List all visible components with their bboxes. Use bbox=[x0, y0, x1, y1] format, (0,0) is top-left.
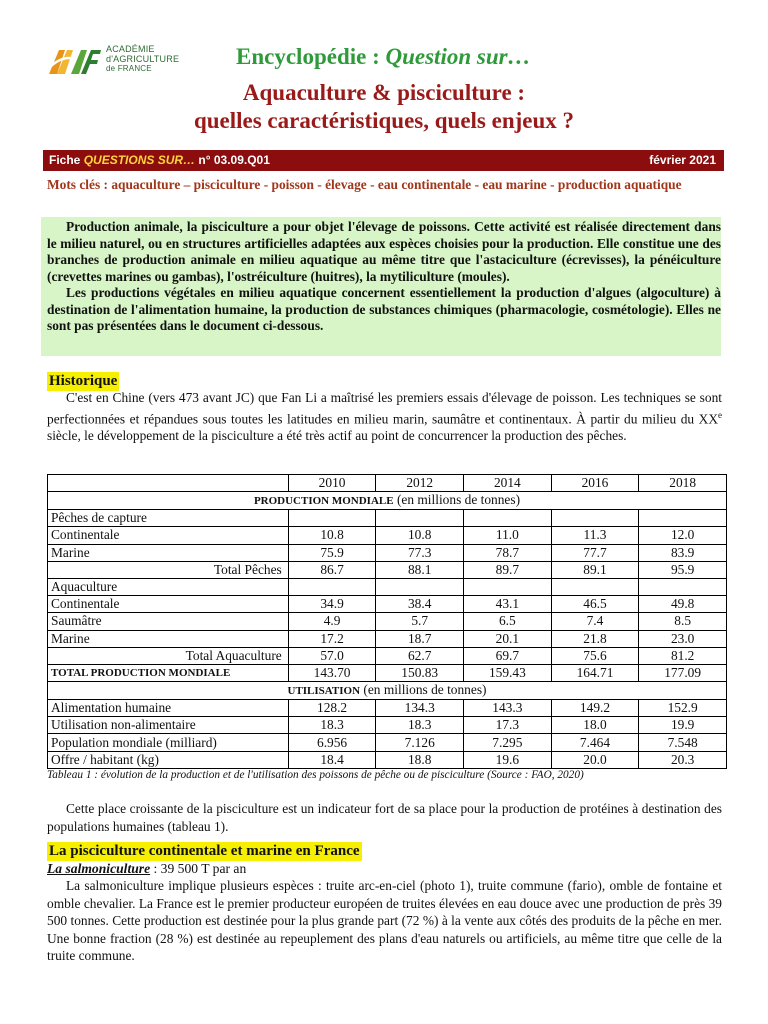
value-cell: 7.126 bbox=[376, 734, 464, 751]
intro-paragraph-1: Production animale, la pisciculture a pour objet l'élevage de poissons. Cette activité est réalisée directement dans le milieu naturel, ou en structures artificielles adaptées aux espèces choisies pour la production. Elle constitue une des branches de production animale en milieu aquatique au même titre que l'astaciculture (écrevisses), la pénéiculture (crevettes marines ou gambas), l'ostréiculture (huitres), la mytiliculture (moules). bbox=[47, 219, 721, 284]
empty-cell bbox=[288, 578, 376, 595]
fiche-date: février 2021 bbox=[649, 153, 716, 167]
value-cell: 128.2 bbox=[288, 700, 376, 717]
value-cell: 6.5 bbox=[464, 613, 552, 630]
row-label: Alimentation humaine bbox=[48, 700, 289, 717]
value-cell: 152.9 bbox=[639, 700, 727, 717]
year-header: 2018 bbox=[639, 475, 727, 492]
value-cell: 11.0 bbox=[464, 527, 552, 544]
value-cell: 7.464 bbox=[551, 734, 639, 751]
production-table bbox=[47, 474, 727, 769]
table-row bbox=[48, 544, 727, 561]
total-production-label: TOTAL PRODUCTION MONDIALE bbox=[48, 664, 289, 681]
encyclopedie-title-italic: Question sur… bbox=[385, 44, 531, 69]
row-label: Utilisation non-alimentaire bbox=[48, 717, 289, 734]
value-cell: 19.9 bbox=[639, 717, 727, 734]
historique-text-b: siècle, le développement de la pisciculture a été très actif au point de concurrencer la production des pêches. bbox=[47, 428, 627, 444]
aqua-group-label: Aquaculture bbox=[48, 578, 289, 595]
value-cell: 21.8 bbox=[551, 630, 639, 647]
production-section-row bbox=[48, 492, 727, 510]
salmoniculture-paragraph: La salmoniculture implique plusieurs espèces : truite arc-en-ciel (photo 1), truite commune (fario), omble de fontaine et omble chevalier. La France est le premier producteur européen de truites élevées en eau douce avec une production de près 39 500 tonnes. Cette production est destinée pour la plus grande part (72 %) à la vente aux côtés des produits de la pêche en mer. Une bonne fraction (28 %) est destinée au repeuplement des plans d'eau naturels ou artificiels, au même titre que celle de la truite commune. bbox=[47, 878, 722, 963]
row-label: Marine bbox=[48, 544, 289, 561]
row-label: Continentale bbox=[48, 596, 289, 613]
intro-paragraph-2: Les productions végétales en milieu aquatique concernent essentiellement la production d'algues (algoculture) à destination de l'alimentation humaine, la production de substances chimiques (pharmacologie, cosmétologie). Elles ne sont pas présentées dans le document ci-dessous. bbox=[47, 285, 721, 333]
table-row bbox=[48, 527, 727, 544]
value-cell: 20.0 bbox=[551, 751, 639, 768]
fiche-bar bbox=[43, 150, 724, 171]
logo-line-3: de FRANCE bbox=[106, 64, 152, 73]
historique-heading: Historique bbox=[49, 373, 118, 389]
logo-line-1: ACADÉMIE bbox=[106, 44, 155, 54]
value-cell: 86.7 bbox=[288, 561, 376, 578]
row-label: Total Aquaculture bbox=[48, 647, 289, 664]
row-label: Marine bbox=[48, 630, 289, 647]
value-cell: 18.0 bbox=[551, 717, 639, 734]
value-cell: 34.9 bbox=[288, 596, 376, 613]
row-label: Total Pêches bbox=[48, 561, 289, 578]
table-row bbox=[48, 751, 727, 768]
historique-text-a: C'est en Chine (vers 473 avant JC) que Fan Li a maîtrisé les premiers essais d'élevage de poisson. Les techniques se sont perfectionnées et répandues sous toutes les latitudes en milieu marin, saumâtre et continentaux. À partir du milieu du XX bbox=[47, 390, 722, 426]
value-cell: 62.7 bbox=[376, 647, 464, 664]
value-cell: 77.7 bbox=[551, 544, 639, 561]
value-cell: 20.1 bbox=[464, 630, 552, 647]
value-cell: 69.7 bbox=[464, 647, 552, 664]
production-section-header bbox=[48, 492, 727, 510]
value-cell: 38.4 bbox=[376, 596, 464, 613]
empty-cell bbox=[639, 510, 727, 527]
utilisation-section-row bbox=[48, 682, 727, 700]
fiche-series: QUESTIONS SUR… bbox=[83, 153, 196, 167]
value-cell: 78.7 bbox=[464, 544, 552, 561]
value-cell: 95.9 bbox=[639, 561, 727, 578]
table-row bbox=[48, 647, 727, 664]
production-header-rest: (en millions de tonnes) bbox=[393, 492, 521, 508]
value-cell: 18.3 bbox=[376, 717, 464, 734]
empty-cell bbox=[464, 578, 552, 595]
value-cell: 77.3 bbox=[376, 544, 464, 561]
table-row bbox=[48, 613, 727, 630]
after-table-paragraph: Cette place croissante de la pisciculture est un indicateur fort de sa place pour la production de protéines à destination des populations humaines (tableau 1). bbox=[47, 801, 722, 834]
france-heading: La pisciculture continentale et marine en France bbox=[49, 843, 360, 859]
salmoniculture-text bbox=[47, 877, 722, 965]
value-cell: 19.6 bbox=[464, 751, 552, 768]
value-cell: 10.8 bbox=[376, 527, 464, 544]
total-value-cell: 159.43 bbox=[464, 664, 552, 681]
table-caption: Tableau 1 : évolution de la production et de l'utilisation des poissons de pêche ou de pisciculture (Source : FAO, 2020) bbox=[47, 769, 584, 781]
total-value-cell: 164.71 bbox=[551, 664, 639, 681]
total-value-cell: 143.70 bbox=[288, 664, 376, 681]
row-label: Offre / habitant (kg) bbox=[48, 751, 289, 768]
value-cell: 18.8 bbox=[376, 751, 464, 768]
value-cell: 20.3 bbox=[639, 751, 727, 768]
encyclopedie-title-plain: Encyclopédie : bbox=[236, 44, 386, 69]
empty-cell bbox=[639, 578, 727, 595]
value-cell: 18.4 bbox=[288, 751, 376, 768]
historique-text-sup: e bbox=[718, 409, 722, 420]
main-title-line-2: quelles caractéristiques, quels enjeux ? bbox=[193, 108, 575, 133]
table-row bbox=[48, 717, 727, 734]
row-label: Continentale bbox=[48, 527, 289, 544]
logo-text bbox=[106, 44, 179, 74]
table-header-row bbox=[48, 475, 727, 492]
value-cell: 18.3 bbox=[288, 717, 376, 734]
value-cell: 75.6 bbox=[551, 647, 639, 664]
value-cell: 57.0 bbox=[288, 647, 376, 664]
value-cell: 6.956 bbox=[288, 734, 376, 751]
value-cell: 89.7 bbox=[464, 561, 552, 578]
production-header-bold: PRODUCTION MONDIALE bbox=[253, 495, 394, 508]
after-table-text bbox=[47, 800, 722, 835]
value-cell: 149.2 bbox=[551, 700, 639, 717]
table-row bbox=[48, 561, 727, 578]
value-cell: 17.3 bbox=[464, 717, 552, 734]
value-cell: 23.0 bbox=[639, 630, 727, 647]
empty-cell bbox=[551, 510, 639, 527]
table-row bbox=[48, 734, 727, 751]
utilisation-header-bold: UTILISATION bbox=[287, 685, 361, 698]
value-cell: 46.5 bbox=[551, 596, 639, 613]
utilisation-section-header bbox=[48, 682, 727, 700]
intro-box bbox=[41, 217, 721, 356]
empty-cell bbox=[288, 510, 376, 527]
aqua-group-row bbox=[48, 578, 727, 595]
value-cell: 12.0 bbox=[639, 527, 727, 544]
salmoniculture-line bbox=[47, 861, 246, 877]
empty-cell bbox=[464, 510, 552, 527]
value-cell: 5.7 bbox=[376, 613, 464, 630]
empty-cell bbox=[376, 578, 464, 595]
fiche-reference bbox=[49, 150, 270, 171]
value-cell: 88.1 bbox=[376, 561, 464, 578]
value-cell: 134.3 bbox=[376, 700, 464, 717]
encyclopedie-title bbox=[236, 44, 531, 70]
table-header-empty bbox=[48, 475, 289, 492]
year-header: 2014 bbox=[464, 475, 552, 492]
salmoniculture-label: La salmoniculture bbox=[47, 861, 151, 876]
value-cell: 4.9 bbox=[288, 613, 376, 630]
table-row bbox=[48, 596, 727, 613]
salmoniculture-value: : 39 500 T par an bbox=[150, 861, 247, 876]
main-title-line-1: Aquaculture & pisciculture : bbox=[242, 80, 526, 105]
empty-cell bbox=[376, 510, 464, 527]
fiche-prefix: Fiche bbox=[49, 153, 84, 167]
total-value-cell: 150.83 bbox=[376, 664, 464, 681]
value-cell: 89.1 bbox=[551, 561, 639, 578]
academie-logo bbox=[47, 44, 207, 78]
value-cell: 17.2 bbox=[288, 630, 376, 647]
value-cell: 49.8 bbox=[639, 596, 727, 613]
value-cell: 7.548 bbox=[639, 734, 727, 751]
utilisation-header-rest: (en millions de tonnes) bbox=[360, 682, 487, 698]
value-cell: 81.2 bbox=[639, 647, 727, 664]
year-header: 2016 bbox=[551, 475, 639, 492]
value-cell: 11.3 bbox=[551, 527, 639, 544]
value-cell: 7.4 bbox=[551, 613, 639, 630]
keywords: Mots clés : aquaculture – pisciculture - poisson - élevage - eau continentale - eau marine - production aquatique bbox=[47, 177, 682, 192]
total-production-row bbox=[48, 664, 727, 681]
peches-group-label: Pêches de capture bbox=[48, 510, 289, 527]
value-cell: 8.5 bbox=[639, 613, 727, 630]
year-header: 2010 bbox=[288, 475, 376, 492]
value-cell: 83.9 bbox=[639, 544, 727, 561]
logo-line-2: d'AGRICULTURE bbox=[106, 54, 180, 64]
total-value-cell: 177.09 bbox=[639, 664, 727, 681]
empty-cell bbox=[551, 578, 639, 595]
table-row bbox=[48, 630, 727, 647]
aaf-logo-icon bbox=[47, 46, 103, 76]
row-label: Saumâtre bbox=[48, 613, 289, 630]
value-cell: 7.295 bbox=[464, 734, 552, 751]
table-row bbox=[48, 700, 727, 717]
row-label: Population mondiale (milliard) bbox=[48, 734, 289, 751]
peches-group-row bbox=[48, 510, 727, 527]
historique-text bbox=[47, 389, 722, 445]
value-cell: 43.1 bbox=[464, 596, 552, 613]
value-cell: 75.9 bbox=[288, 544, 376, 561]
value-cell: 10.8 bbox=[288, 527, 376, 544]
value-cell: 143.3 bbox=[464, 700, 552, 717]
year-header: 2012 bbox=[376, 475, 464, 492]
fiche-number: n° 03.09.Q01 bbox=[195, 153, 270, 167]
value-cell: 18.7 bbox=[376, 630, 464, 647]
